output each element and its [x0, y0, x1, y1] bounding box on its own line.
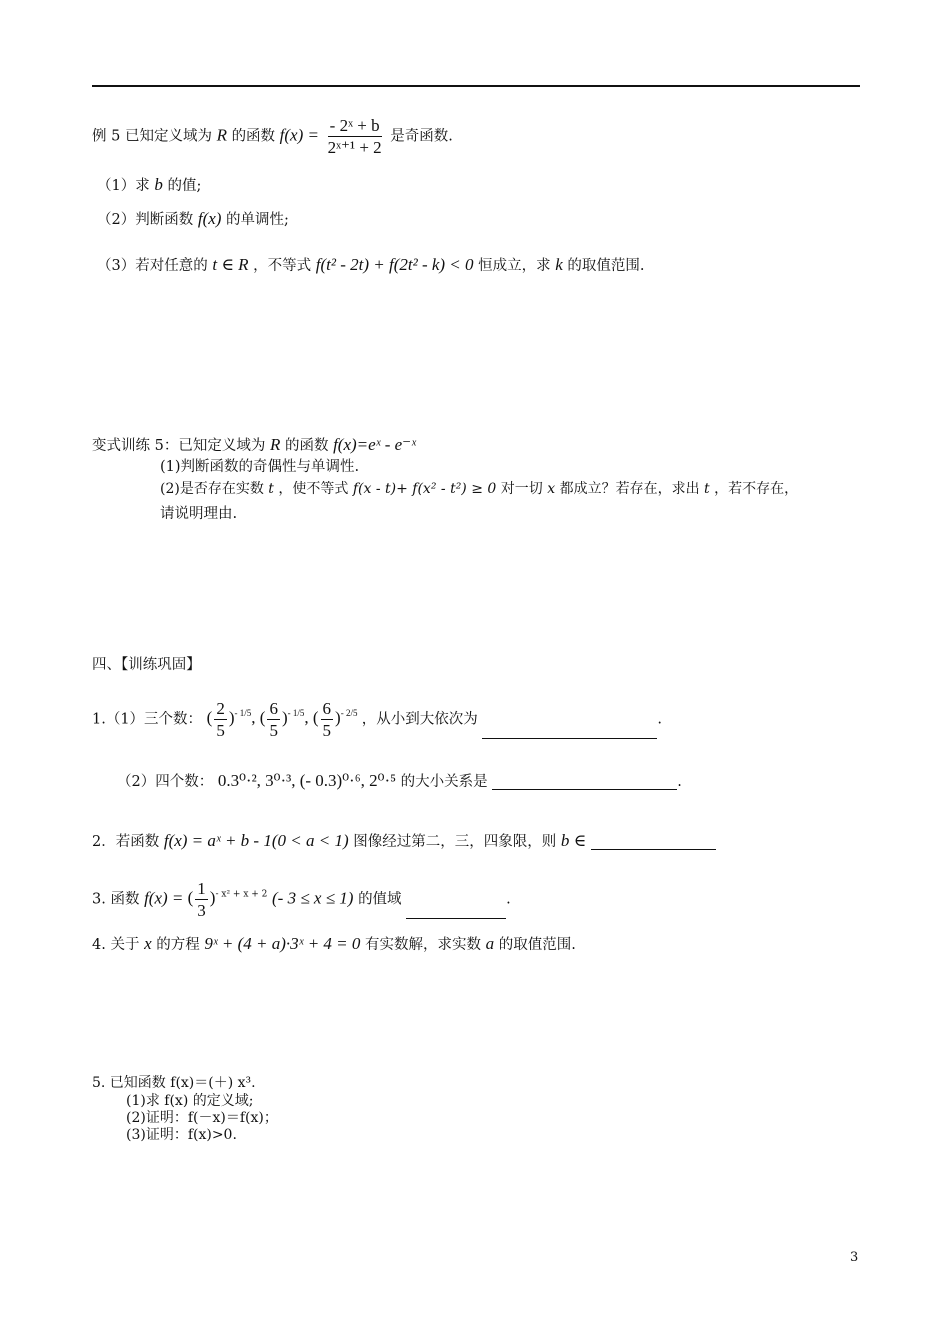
- text: 3. 函数: [92, 891, 140, 908]
- denominator: 5: [269, 721, 278, 740]
- denominator: 2ˣ⁺¹ + 2: [327, 138, 382, 157]
- question-1a: 1.（1）三个数： ( $\frac{2}{5}$ )$^{- 1/5}$, ( $\frac{6}{5}$ )$^{- 1/5}$, ( $\frac{6}{5}$ )$^{- 2/5}$ ，从小到大依次为 .: [92, 699, 662, 740]
- text: 2．若函数: [92, 834, 160, 850]
- question-5-part-1: [126, 1094, 253, 1108]
- math-four-numbers: 0.3⁰·², 3⁰·³, (- 0.3)⁰·⁶, 2⁰·⁵: [217, 771, 397, 790]
- numerator: 6: [269, 699, 278, 718]
- exponent: - 1/5: [234, 708, 252, 719]
- text: 的方程: [156, 937, 200, 953]
- example-5-part-1: [97, 176, 201, 194]
- text: 已知定义域为: [124, 128, 212, 145]
- text: 的取值范围.: [567, 258, 645, 274]
- math-t: t: [268, 481, 274, 497]
- text: (1)判断函数的奇偶性与单调性.: [160, 459, 360, 475]
- text: （2）判断函数: [97, 212, 194, 228]
- text: 都成立？若存在，求出: [559, 481, 700, 497]
- math-t-in-R: t ∈ R: [212, 255, 249, 274]
- exponent: - 1/5: [287, 708, 305, 719]
- section-title: 四、【训练巩固】: [92, 657, 201, 673]
- exponent: - x² + x + 2: [215, 889, 268, 900]
- text: 对一切: [500, 481, 543, 497]
- question-1b: （2）四个数： 0.3⁰·², 3⁰·³, (- 0.3)⁰·⁶, 2⁰·⁵ 的大小关系是 .: [117, 771, 682, 790]
- text: 5. 已知函数 f(x)＝(＋) x³.: [92, 1075, 256, 1091]
- math-function: f(x)=eˣ - e⁻ˣ: [333, 435, 416, 454]
- text: 的单调性;: [226, 212, 289, 228]
- numerator: 6: [322, 699, 332, 718]
- text: 有实数解，求实数: [365, 937, 481, 953]
- denominator: 5: [322, 721, 332, 740]
- math-function: f(x) =: [144, 888, 188, 908]
- denominator: 3: [197, 901, 206, 920]
- text: （1）求: [97, 178, 150, 194]
- numerator: 1: [197, 879, 206, 898]
- header-rule: [92, 85, 860, 87]
- math-three-numbers: ( $\frac{2}{5}$ )$^{- 1/5}$, ( $\frac{6}{5}$ )$^{- 1/5}$, ( $\frac{6}{5}$ )$^{- 2/5}$: [206, 699, 358, 740]
- math-function: f(x) = aˣ + b - 1(0 < a < 1): [163, 831, 349, 850]
- text: （3）若对任意的: [97, 258, 208, 274]
- question-3: 3. 函数 f(x) = ( $\frac{1}{3}$ )$^{- x^2 + x + 2}$ (- 3 ≤ x ≤ 1) 的值域 .: [92, 879, 511, 920]
- function-name: f(x) =: [279, 125, 319, 145]
- text: ，使不等式: [278, 481, 349, 497]
- variant-5-part-1: [160, 460, 359, 475]
- math-k: k: [555, 255, 563, 274]
- text: 的大小关系是: [400, 774, 488, 790]
- question-2: [92, 832, 716, 850]
- exponent: - 2/5: [340, 708, 358, 719]
- question-5-part-2: [126, 1111, 278, 1125]
- variant-5-statement: [92, 436, 416, 454]
- math-R: R: [216, 125, 227, 145]
- text: 恒成立，求: [478, 258, 551, 274]
- text: (2)是否存在实数: [160, 481, 264, 497]
- section-heading: [92, 658, 201, 673]
- math-t: t: [704, 481, 710, 497]
- math-a: a: [485, 934, 495, 953]
- math-R: R: [269, 435, 281, 454]
- text: 变式训练 5：已知定义域为: [92, 438, 266, 454]
- text: 的取值范围.: [498, 937, 576, 953]
- question-5-part-3: [126, 1128, 237, 1142]
- example-5-part-2: [97, 210, 289, 228]
- math-base: ( $\frac{1}{3}$ ): [187, 879, 216, 920]
- math-b: b: [154, 175, 163, 194]
- text: 的函数: [231, 128, 276, 145]
- numerator: - 2ˣ + b: [329, 116, 380, 135]
- text: 请说明理由.: [160, 506, 238, 522]
- text: 4. 关于: [92, 937, 140, 953]
- example-5-statement: [92, 117, 453, 156]
- page-number: 3: [850, 1250, 859, 1265]
- example-5-part-3: [97, 256, 645, 274]
- math-domain: (- 3 ≤ x ≤ 1): [272, 888, 354, 908]
- question-5-head: [92, 1076, 256, 1090]
- numerator: 2: [216, 699, 225, 718]
- math-inequality: f(t² - 2t) + f(2t² - k) < 0: [315, 255, 474, 274]
- variant-5-part-2: [160, 482, 798, 496]
- text: （2）四个数：: [117, 774, 214, 790]
- math-x: x: [144, 934, 152, 953]
- answer-blank[interactable]: [591, 849, 716, 850]
- variant-5-part-2-cont: [160, 507, 237, 522]
- math-x: x: [547, 481, 556, 497]
- text: (2)证明：f(－x)＝f(x)；: [126, 1110, 278, 1126]
- text: 图像经过第二，三，四象限，则: [353, 834, 557, 850]
- answer-blank[interactable]: [492, 789, 677, 790]
- math-inequality: f(x - t)+ f(x² - t²) ≥ 0: [352, 481, 497, 497]
- math-equation: 9ˣ + (4 + a)·3ˣ + 4 = 0: [204, 934, 361, 953]
- text: ，从小到大依次为: [361, 711, 478, 728]
- text: ，若不存在，: [714, 481, 799, 497]
- text: 的值;: [167, 178, 202, 194]
- question-4: [92, 935, 576, 953]
- text: (3)证明：f(x)>0.: [126, 1127, 237, 1143]
- answer-blank[interactable]: [406, 918, 506, 919]
- text: 1.（1）三个数：: [92, 711, 203, 728]
- text: 的函数: [284, 438, 329, 454]
- denominator: 5: [216, 721, 225, 740]
- text: (1)求 f(x) 的定义域;: [126, 1093, 254, 1109]
- text: ，不等式: [253, 258, 312, 274]
- math-b-in: b ∈: [560, 831, 587, 850]
- math-fx: f(x): [197, 209, 222, 228]
- example-label: 例 5: [92, 128, 121, 145]
- function-fraction: [326, 117, 384, 156]
- text: 是奇函数.: [390, 128, 453, 145]
- answer-blank[interactable]: [482, 738, 657, 739]
- text: 的值域: [358, 891, 402, 908]
